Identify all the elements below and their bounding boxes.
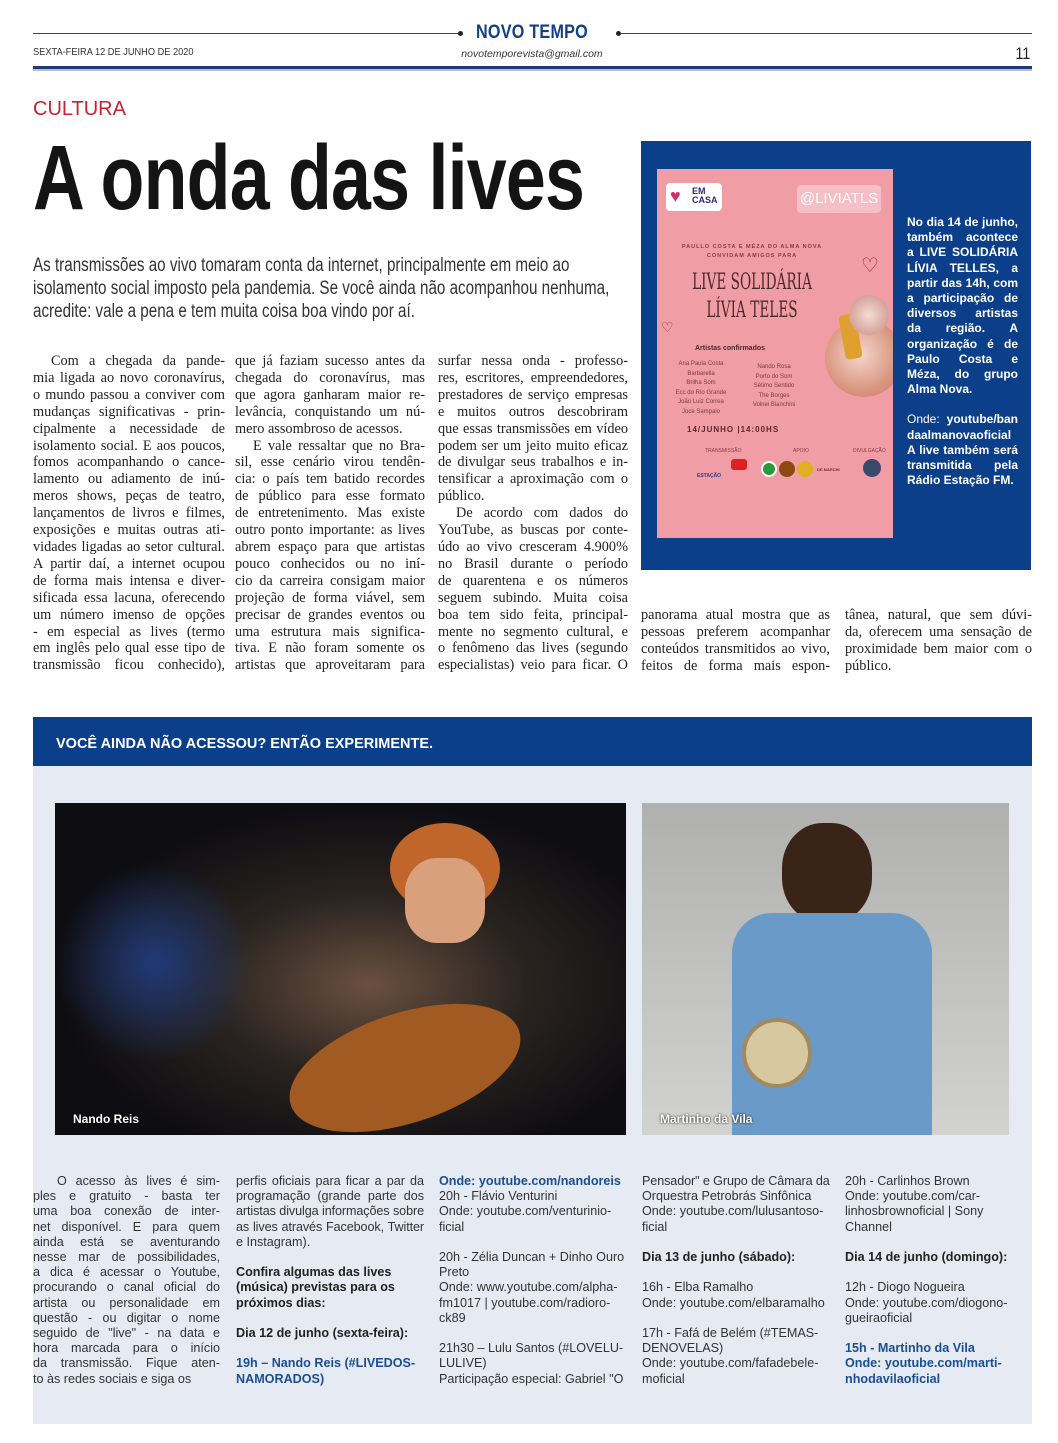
text-line: seguem subindo. Muita coisa	[438, 589, 628, 606]
text-line: as lives através Facebook, Twitter	[236, 1219, 424, 1234]
text-line: de entretenimento. Mas existe	[235, 505, 425, 522]
text-line: NAMORADOS)	[236, 1371, 325, 1386]
text-line: em inglês pelo qual esse tipo de	[33, 640, 225, 657]
artist-name: Nando Rosa	[757, 364, 791, 370]
instagram-handle: @LIVIATLS	[797, 185, 881, 213]
text-line: 19h – Nando Reis (#LIVEDOS-	[236, 1356, 416, 1371]
text-line[interactable]: Onde: youtube.com/elbaramalho	[642, 1295, 825, 1310]
text-line[interactable]: Onde: youtube.com/diogono-	[845, 1295, 1008, 1310]
text-line: podem ser um jeito muito eficaz	[438, 437, 628, 454]
box-text	[907, 215, 1018, 488]
text-line: Dia 12 de junho (sexta-feira):	[236, 1326, 409, 1340]
feature-column-4	[642, 1174, 832, 1402]
text-line: 12h - Diogo Nogueira	[845, 1280, 965, 1295]
text-line: um número imenso de opções	[33, 606, 225, 623]
text-line: Com a chegada da pande-	[51, 353, 225, 369]
text-line: mudanças significativas - prin-	[33, 403, 225, 420]
text-line: chegada do coronavírus, mas	[235, 369, 425, 386]
text-line: hora marcada para o início	[33, 1341, 220, 1356]
estacao-logo: ESTAÇÃO	[697, 473, 722, 479]
text-line: nesse mar de possibilidades,	[33, 1250, 220, 1265]
artist-name: Sétimo Sentido	[753, 383, 795, 390]
text-line: o mundo passou a conviver com	[33, 386, 225, 403]
artists-list-left	[665, 360, 737, 418]
masthead: NOVO TEMPO	[475, 22, 589, 43]
artists-heading: Artistas confirmados	[695, 345, 766, 352]
artist-name: Ana Paula Costa	[678, 361, 724, 367]
text-line: 20h - Zélia Duncan + Dinho Ouro	[439, 1250, 625, 1264]
text-line: DENOVELAS)	[642, 1341, 724, 1356]
text-line: E vale ressaltar que no Bra-	[253, 437, 425, 454]
feature-banner: VOCÊ AINDA NÃO ACESSOU? ENTÃO EXPERIMENTE.	[33, 717, 1032, 766]
text-line: uma boa conexão de inter-	[33, 1204, 220, 1219]
schedule-paragraph	[439, 1250, 627, 1326]
text-line: cipalmente a necessidade de	[33, 420, 225, 437]
heart-icon: ♡	[661, 319, 674, 335]
text-line: precisar de grandes eventos ou	[235, 606, 425, 623]
artist-name: Ecc do Rio Grande	[675, 389, 727, 396]
text-line: conteúdos transmitidos ao vivo,	[641, 640, 830, 657]
photo-nando-reis	[55, 803, 626, 1135]
text-line: que já faziam sucesso antes da	[235, 353, 425, 369]
text-line: de divulgar seus trabalhos e in-	[438, 454, 628, 471]
section-label: CULTURA	[33, 98, 126, 120]
text-line: linhosbrownoficial | Sony	[845, 1204, 984, 1219]
text-line: Dia 14 de junho (domingo):	[845, 1250, 1008, 1264]
schedule-paragraph	[236, 1356, 424, 1386]
text-line: moficial	[642, 1371, 685, 1386]
text-line: exposições e muitas outras ati-	[33, 522, 225, 539]
poster-invite: PAULLO COSTA E MÉZA DO ALMA NOVA CONVIDAM AMIGOS PARA	[681, 244, 823, 259]
heart-house-icon: ♥	[670, 186, 681, 206]
text-line: feitos de forma mais espon-	[641, 657, 830, 674]
text-line: lamento ou adiamento de inú-	[33, 471, 225, 488]
tambourine	[742, 1018, 812, 1088]
artist-name: Brilha Som	[686, 380, 716, 387]
demarchi-logo: DE MARCHI	[817, 467, 840, 472]
text-line: procurando o canal oficial do	[33, 1280, 220, 1295]
artist-name: The Borges	[758, 392, 790, 399]
guitar	[274, 979, 536, 1135]
text-line: levância, conquistando um nú-	[235, 403, 425, 420]
photo-martinho-da-vila	[642, 803, 1009, 1135]
text-line: 15h - Martinho da Vila	[845, 1341, 975, 1356]
text-line: e muitos outros descobriram	[438, 403, 628, 420]
badge-text: EM CASA	[692, 186, 718, 205]
text-line: o fenômeno das lives (segundo	[438, 640, 628, 657]
text-line: perfis oficiais para ficar a par da	[236, 1174, 424, 1188]
article-column-2	[235, 353, 425, 674]
text-line: transmissão ficou conhecido),	[33, 657, 225, 674]
text-line: tiva. E não foram somente os	[235, 640, 425, 657]
onde-label: Onde:	[907, 412, 940, 427]
text-line: 20h - Flávio Venturini	[439, 1189, 558, 1204]
poster-title	[687, 269, 817, 325]
text-line[interactable]: Onde: youtube.com/nandoreis	[439, 1174, 621, 1188]
text-line: fomos acompanhando o cance-	[33, 454, 225, 471]
artist-name: Volnei Bianchini	[752, 402, 796, 409]
text-line: (música) previstas para os	[236, 1280, 395, 1295]
text-line: Participação especial: Gabriel "O	[439, 1371, 624, 1386]
divulgacao-logo	[863, 459, 881, 477]
text-line: LULIVE)	[439, 1356, 487, 1371]
text-line: público.	[845, 657, 892, 674]
text-line: boa tem sido feita, principal-	[438, 606, 628, 623]
text-line: Preto	[439, 1265, 470, 1280]
schedule-paragraph	[845, 1341, 1017, 1387]
text-line[interactable]: Onde: youtube.com/marti-	[845, 1356, 1002, 1371]
text-line: artistas divulga informações sobre	[236, 1204, 424, 1219]
text-line: uma estrutura mais significa-	[235, 623, 425, 640]
text-line: próximos dias:	[236, 1295, 326, 1310]
text-line: especialistas) veio para ficar. O	[438, 657, 628, 674]
text-line: Channel	[845, 1219, 892, 1234]
text-line: artistas que aproveitaram para	[235, 657, 425, 674]
schedule-paragraph	[845, 1174, 1017, 1235]
text-line: to às redes sociais e siga os	[33, 1371, 192, 1386]
feature-column-2	[236, 1174, 424, 1402]
text-line: pouco conhecidos ou no iní-	[235, 555, 425, 572]
transmissao-label: TRANSMISSÃO	[705, 448, 742, 454]
text-line: 16h - Elba Ramalho	[642, 1280, 754, 1295]
text-line: - em especial as lives (termo	[33, 623, 225, 640]
text-line[interactable]: Onde: youtube.com/car-	[845, 1189, 981, 1204]
schedule-heading	[642, 1250, 832, 1265]
masthead-rule-left	[33, 33, 460, 34]
page-number: 11	[1015, 44, 1031, 63]
youtube-icon	[731, 459, 747, 470]
text-line: ficial	[642, 1219, 668, 1234]
text-line: isolamento social. E aos poucos,	[33, 437, 225, 454]
text-line: Pensador" e Grupo de Câmara da	[642, 1174, 830, 1188]
text-line: A partir daí, a internet ocupou	[33, 555, 225, 572]
text-line: Confira algumas das lives	[236, 1265, 392, 1280]
text-line: Dia 13 de junho (sábado):	[642, 1250, 796, 1264]
text-line: surfar nessa onda - professo-	[438, 353, 628, 369]
text-line: projeção de forma viável, sem	[235, 589, 425, 606]
text-line: mia ligada ao novo coronavírus,	[33, 369, 225, 386]
text-line: outro ponto importante: as lives	[235, 522, 425, 539]
stage-curtain	[55, 863, 255, 1063]
text-line: mente no segmento cultural, e	[438, 623, 628, 640]
text-line: sificada essa lacuna, oferecendo	[33, 589, 225, 606]
text-line[interactable]: fm1017 | youtube.com/radioro-	[439, 1295, 611, 1310]
text-line: res, escritores, empreendedores,	[438, 369, 628, 386]
feature-column-1	[33, 1174, 220, 1402]
text-line: YouTube, as buscas por conte-	[438, 522, 628, 539]
text-line: que agora ganharam maior re-	[235, 386, 425, 403]
text-line[interactable]: Onde: youtube.com/venturinio-	[439, 1204, 612, 1219]
text-line: ficial	[439, 1219, 465, 1234]
artist-name: Joce Sampaio	[681, 408, 721, 415]
onde-link[interactable]: youtube/bandaalmanovaoficial	[907, 412, 1018, 442]
baby-photo-small	[849, 295, 889, 335]
text-line: no Brasil durante o período	[438, 555, 628, 572]
contact-email[interactable]: novotemporevista@gmail.com	[461, 48, 603, 60]
schedule-paragraph	[33, 1174, 220, 1387]
text-line: meros shows, peças de teatro,	[33, 488, 225, 505]
poster-title-line1: LIVE SOLIDÁRIA	[692, 270, 812, 295]
text-line: de público para esse formato	[235, 488, 425, 505]
text-line: ainda está se aventurando	[33, 1234, 220, 1249]
text-line: artista ou personalidade em	[33, 1295, 220, 1310]
artist-name: João Luiz Correa	[678, 399, 724, 406]
issue-date: SEXTA-FEIRA 12 DE JUNHO DE 2020	[33, 46, 194, 58]
photo-caption: Martinho da Vila	[660, 1112, 753, 1126]
text-line: de quarentena e os números	[438, 572, 628, 589]
text-line: 21h30 – Lulu Santos (#LOVELU-	[439, 1341, 624, 1356]
schedule-paragraph	[439, 1174, 627, 1189]
article-column-4	[641, 607, 830, 675]
schedule-paragraph	[642, 1326, 832, 1387]
photo-caption: Nando Reis	[73, 1112, 140, 1126]
text-line: sil, esse cenário virou tendên-	[235, 454, 425, 471]
text-line: tânea, natural, que sem dúvi-	[845, 607, 1032, 623]
text-line: proximidade bem maior com o	[845, 640, 1032, 657]
text-line[interactable]: Onde: www.youtube.com/alpha-	[439, 1280, 618, 1295]
header-divider-shadow	[33, 69, 1032, 71]
artist-name: Barbarella	[687, 370, 715, 377]
text-line: tensificar a aproximação com o	[438, 471, 628, 488]
text-line: e Instagram).	[236, 1234, 311, 1249]
text-line: net disponível. E para quem	[33, 1219, 220, 1234]
sponsor-logo	[797, 461, 813, 477]
schedule-heading	[236, 1265, 424, 1311]
live-solidaria-poster	[657, 169, 893, 538]
article-column-3	[438, 353, 628, 674]
text-line: cia: o país tem batido recordes	[235, 471, 425, 488]
box-description: No dia 14 de junho, também acontece a LIVE SOLIDÁRIA LÍVIA TELLES, a partir das 14h, com a participação de diversos artistas da região. A organização é de Paulo Costa e Méza, do grupo Alma Nova.	[907, 215, 1018, 397]
poster-datetime: 14/JUNHO |14:00HS	[687, 425, 780, 434]
text-line: De acordo com dados do	[456, 505, 628, 522]
feature-column-3	[439, 1174, 627, 1402]
text-line: vidades ligadas ao setor cultural.	[33, 538, 225, 555]
text-line: pessoas preferem acompanhar	[641, 623, 830, 640]
text-line: ples e gratuito - basta ter	[33, 1189, 220, 1204]
text-line: Orquestra Petrobrás Sinfônica	[642, 1189, 812, 1204]
text-line: questão - ou digitar o nome	[33, 1310, 220, 1325]
schedule-heading	[236, 1326, 424, 1341]
text-line: nhodavilaoficial	[845, 1371, 941, 1386]
text-line: prestadores de serviço empresas	[438, 386, 628, 403]
artist-name: Porto do Som	[755, 373, 793, 380]
schedule-paragraph	[845, 1280, 1017, 1326]
text-line[interactable]: Onde: youtube.com/lulusantoso-	[642, 1204, 824, 1219]
text-line: programação (grande parte dos	[236, 1189, 424, 1204]
text-line: ck89	[439, 1310, 466, 1325]
schedule-paragraph	[439, 1189, 627, 1235]
sponsor-logo	[761, 461, 777, 477]
text-line: da, oferecem uma sensação de	[845, 623, 1032, 640]
masthead-rule-right	[620, 33, 1032, 34]
article-column-5	[845, 607, 1032, 675]
lead-paragraph: As transmissões ao vivo tomaram conta da internet, principalmente em meio ao isolamento social imposto pela pandemia. Se você ainda não acompanhou nenhuma, acredite: vale a pena e tem muita coisa boa vindo por aí.	[33, 255, 610, 322]
text-line: da transmissão. Fique aten-	[33, 1356, 220, 1371]
text-line: de forma mais intensa e diver-	[33, 572, 225, 589]
poster-title-line2: LÍVIA TELES	[706, 298, 798, 323]
schedule-paragraph	[642, 1280, 832, 1310]
text-line: mero assombroso de acessos.	[235, 420, 403, 437]
text-line: údo ao vivo cresceram 4.900%	[438, 538, 628, 555]
text-line: a dica é acessar o Youtube,	[33, 1265, 220, 1280]
text-line: seguido de "live" - na data e	[33, 1326, 220, 1341]
face	[782, 823, 872, 923]
text-line: O acesso às lives é sim-	[57, 1174, 220, 1188]
divulgacao-label: DIVULGAÇÃO	[853, 448, 886, 454]
schedule-heading	[845, 1250, 1017, 1265]
text-line: público.	[438, 488, 485, 505]
text-line: gueiraoficial	[845, 1310, 913, 1325]
radio-note: A live também será transmitida pela Rádio Estação FM.	[907, 442, 1018, 488]
artists-list-right	[741, 363, 807, 411]
feature-column-5	[845, 1174, 1017, 1402]
text-line: lançamentos de livros e filmes,	[33, 505, 225, 522]
text-line: 17h - Fafá de Belém (#TEMAS-	[642, 1325, 819, 1340]
face	[405, 858, 485, 943]
article-column-1	[33, 353, 225, 674]
rule-dot	[458, 31, 463, 36]
text-line[interactable]: Onde: youtube.com/fafadebele-	[642, 1356, 819, 1371]
schedule-paragraph	[642, 1174, 832, 1235]
em-casa-badge	[666, 183, 722, 211]
schedule-paragraph	[236, 1174, 424, 1250]
text-line: panorama atual mostra que as	[641, 607, 830, 623]
heart-icon: ♡	[861, 255, 879, 277]
text-line: abrem espaço para que artistas	[235, 538, 425, 555]
schedule-paragraph	[439, 1341, 627, 1387]
text-line: 20h - Carlinhos Brown	[845, 1174, 970, 1188]
apoio-label: APOIO	[793, 448, 809, 454]
headline: A onda das lives	[33, 127, 585, 229]
text-line: cio da carreira consigam maior	[235, 572, 425, 589]
sponsor-logo	[779, 461, 795, 477]
text-line: que essas transmissões em vídeo	[438, 420, 628, 437]
